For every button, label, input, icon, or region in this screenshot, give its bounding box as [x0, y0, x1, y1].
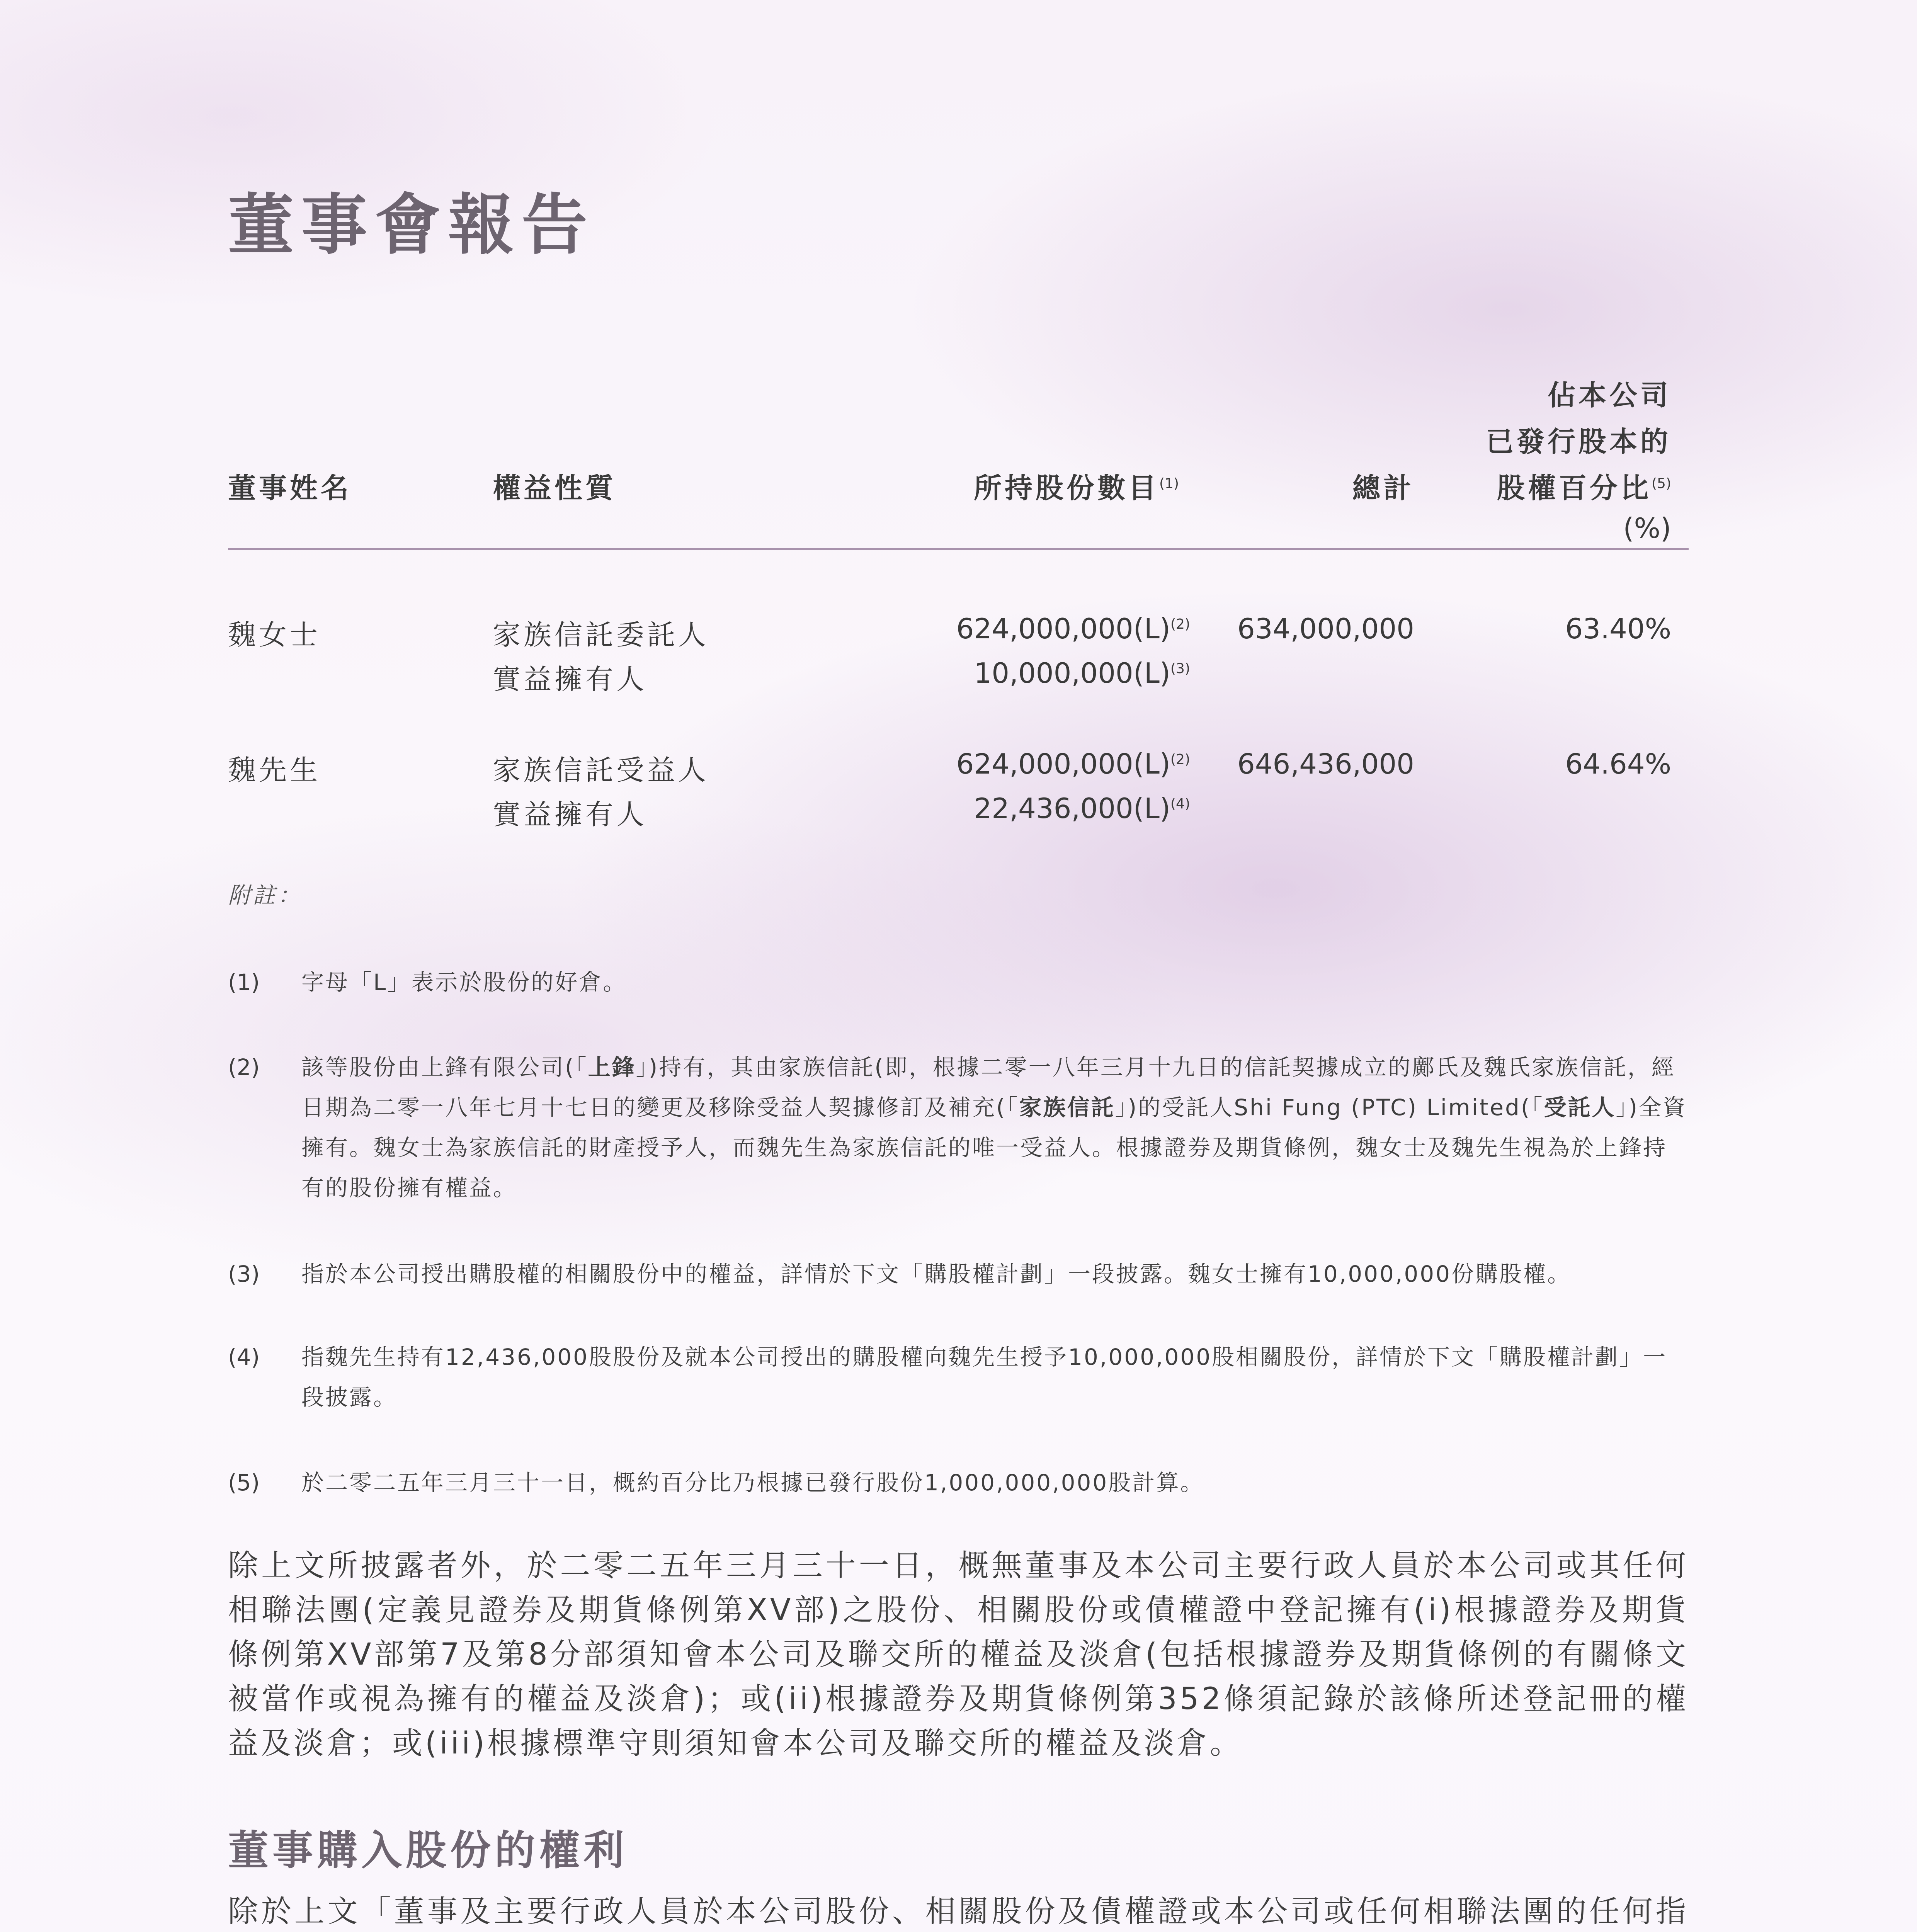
header-nature-of-interest: 權益性質 [493, 472, 617, 504]
note-4 [228, 1337, 1689, 1417]
note-3 [228, 1254, 1689, 1294]
note-5 [228, 1463, 1689, 1503]
header-total: 總計 [1352, 472, 1415, 504]
page-title: 董事會報告 [228, 187, 595, 264]
note-2-marker: (2) [228, 1054, 260, 1080]
table-header-rule [228, 548, 1689, 550]
row1-percentage: 63.40% [1565, 612, 1671, 645]
row1-nature-2: 實益擁有人 [493, 663, 648, 696]
note-5-marker: (5) [228, 1469, 260, 1496]
note-1 [228, 962, 1689, 1002]
note-4-marker: (4) [228, 1344, 260, 1370]
row2-director-name: 魏先生 [228, 754, 321, 786]
note-1-text: 字母「L」表示於股份的好倉。 [301, 969, 627, 995]
note-2 [228, 1047, 1689, 1208]
row2-nature-2: 實益擁有人 [493, 798, 648, 831]
row1-shares-2: $10,000,000(L)^{(3)}$ [974, 657, 1190, 689]
note-1-marker: (1) [228, 969, 260, 995]
row2-shares-2: $22,436,000(L)^{(4)}$ [974, 792, 1190, 825]
header-percentage-line3: 股權百分比$^{(5)}$ [1497, 472, 1671, 504]
note-5-text: 於二零二五年三月三十一日，概約百分比乃根據已發行股份1,000,000,000股計算。 [301, 1469, 1204, 1496]
notes-heading: 附註： [228, 882, 303, 908]
note-3-text: 指於本公司授出購股權的相關股份中的權益，詳情於下文「購股權計劃」一段披露。魏女士擁有10,000,000份購股權。 [301, 1261, 1572, 1287]
row1-nature-1: 家族信託委託人 [493, 619, 709, 651]
header-shares-held: 所持股份數目$^{(1)}$ [974, 472, 1179, 504]
header-percentage-line1: 佔本公司 [1547, 379, 1671, 412]
row1-shares-1: $624,000,000(L)^{(2)}$ [956, 612, 1190, 645]
note-4-text: 指魏先生持有12,436,000股股份及就本公司授出的購股權向魏先生授予10,000,000股相關股份，詳情於下文「購股權計劃」一段披露。 [301, 1344, 1667, 1410]
section-body-rights-to-acquire-shares: 除於上文「董事及主要行政人員於本公司股份、相關股份及債權證或本公司或任何相聯法團的任何指 [228, 1894, 1689, 1929]
note-3-marker: (3) [228, 1261, 260, 1287]
note-2-text: 該等股份由上鋒有限公司(「上鋒」)持有，其由家族信託(即，根據二零一八年三月十九日的信託契據成立的鄺氏及魏氏家族信託，經日期為二零一八年七月十七日的變更及移除受益人契據修訂及補充(「家族信託」)的受託人Shi Fung (PTC) Limited(「受託人」)全資擁有。魏女士為家族信託的財產授予人，而魏先生為家族信託的唯一受益人。根據證券及期貨條例，魏女士及魏先生視為於上鋒持有的股份擁有權益。 [301, 1054, 1687, 1201]
header-percentage-line2: 已發行股本的 [1485, 425, 1671, 458]
row1-director-name: 魏女士 [228, 619, 321, 651]
header-percentage-unit: (%) [1623, 512, 1671, 544]
row2-total: 646,436,000 [1237, 748, 1414, 780]
disclosure-paragraph: 除上文所披露者外，於二零二五年三月三十一日，概無董事及本公司主要行政人員於本公司或其任何相聯法團(定義見證券及期貨條例第XV部)之股份、相關股份或債權證中登記擁有(i)根據證券及期貨條例第XV部第7及第8分部須知會本公司及聯交所的權益及淡倉(包括根據證券及期貨條例的有關條文被當作或視為擁有的權益及淡倉)；或(ii)根據證券及期貨條例第352條須記錄於該條所述登記冊的權益及淡倉；或(iii)根據標準守則須知會本公司及聯交所的權益及淡倉。 [228, 1548, 1689, 1761]
section-heading-rights-to-acquire-shares: 董事購入股份的權利 [228, 1827, 628, 1874]
row1-total: 634,000,000 [1237, 612, 1414, 645]
row2-percentage: 64.64% [1565, 748, 1671, 780]
row2-shares-1: $624,000,000(L)^{(2)}$ [956, 748, 1190, 780]
row2-nature-1: 家族信託受益人 [493, 754, 709, 786]
header-director-name: 董事姓名 [228, 472, 352, 504]
